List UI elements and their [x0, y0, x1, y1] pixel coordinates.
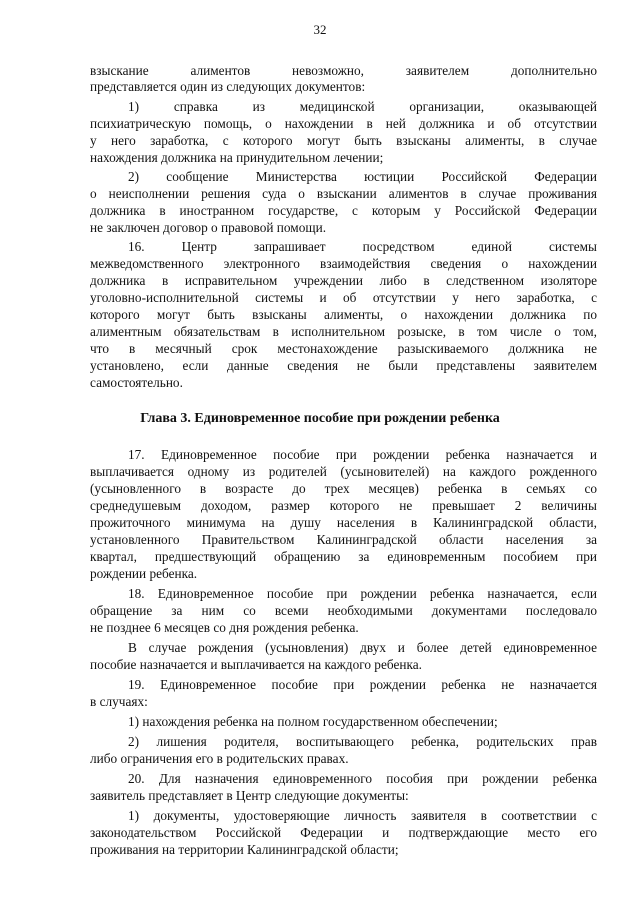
page-number: 32	[313, 22, 327, 37]
text-line: которого могут быть взысканы алименты, о нахождении должника по	[90, 307, 597, 322]
text-line: у него заработка, с которого могут быть взысканы алименты, в случае	[90, 133, 597, 148]
text-line: психиатрическую помощь, о нахождении в ней должника и об отсутствии	[90, 116, 597, 131]
text-line: взыскание алиментов невозможно, заявителем дополнительно	[90, 63, 597, 78]
text-line: должника в исправительном учреждении либо в следственном изоляторе	[90, 273, 597, 288]
text-line: выплачивается одному из родителей (усыновителей) на каждого рожденного	[90, 464, 597, 479]
text-line: установленного Правительством Калининградской области населения за	[90, 532, 597, 547]
text-line: среднедушевым доходом, размер которого не превышает 2 величины	[90, 498, 597, 513]
text-line: установлено, если данные сведения не были представлены заявителем	[90, 358, 597, 373]
text-line: в случаях:	[90, 694, 148, 709]
text-line: 1) документы, удостоверяющие личность заявителя в соответствии с	[128, 808, 597, 823]
text-line: 17. Единовременное пособие при рождении ребенка назначается и	[128, 447, 597, 462]
text-line: проживания на территории Калининградской области;	[90, 842, 399, 857]
text-line: 1) справка из медицинской организации, оказывающей	[128, 99, 597, 114]
text-line: не позднее 6 месяцев со дня рождения ребенка.	[90, 620, 359, 635]
text-line: 2) сообщение Министерства юстиции Российской Федерации	[128, 169, 597, 184]
text-line: либо ограничения его в родительских правах.	[90, 751, 349, 766]
text-line: о неисполнении решения суда о взыскании алиментов в случае проживания	[90, 186, 597, 201]
text-line: 20. Для назначения единовременного пособия при рождении ребенка	[128, 771, 597, 786]
text-line: самостоятельно.	[90, 375, 183, 390]
text-line: представляется один из следующих документов:	[90, 79, 366, 94]
text-line: должника в иностранном государстве, с которым у Российской Федерации	[90, 203, 597, 218]
text-line: 18. Единовременное пособие при рождении ребенка назначается, если	[128, 586, 597, 601]
text-line: рождении ребенка.	[90, 566, 198, 581]
text-line: заявитель представляет в Центр следующие документы:	[90, 788, 409, 803]
text-line: (усыновленного в возрасте до трех месяцев) ребенка в семьях со	[90, 481, 597, 496]
text-line: межведомственного электронного взаимодействия сведения о нахождении	[90, 256, 597, 271]
text-line: законодательством Российской Федерации и подтверждающие место его	[90, 825, 597, 840]
chapter-heading: Глава 3. Единовременное пособие при рождении ребенка	[140, 411, 500, 426]
text-line: квартал, предшествующий обращению за единовременным пособием при	[90, 549, 597, 564]
text-line: алиментным обязательствам в исполнительном розыске, в том числе о том,	[90, 324, 597, 339]
text-line: нахождения должника на принудительном лечении;	[90, 150, 384, 165]
text-line: 16. Центр запрашивает посредством единой системы	[128, 239, 597, 254]
text-line: прожиточного минимума на душу населения в Калининградской области,	[90, 515, 597, 530]
text-line: не заключен договор о правовой помощи.	[90, 220, 327, 235]
text-line: обращение за ним со всеми необходимыми документами последовало	[90, 603, 597, 618]
text-line: 2) лишения родителя, воспитывающего ребенка, родительских прав	[128, 734, 597, 749]
text-line: 1) нахождения ребенка на полном государственном обеспечении;	[128, 714, 498, 729]
text-line: 19. Единовременное пособие при рождении ребенка не назначается	[128, 677, 597, 692]
text-line: пособие назначается и выплачивается на каждого ребенка.	[90, 657, 422, 672]
text-line: уголовно-исполнительной системы и об отсутствии у него заработка, с	[90, 290, 597, 305]
text-line: что в месячный срок местонахождение разыскиваемого должника не	[90, 341, 597, 356]
text-line: В случае рождения (усыновления) двух и более детей единовременное	[128, 640, 597, 655]
